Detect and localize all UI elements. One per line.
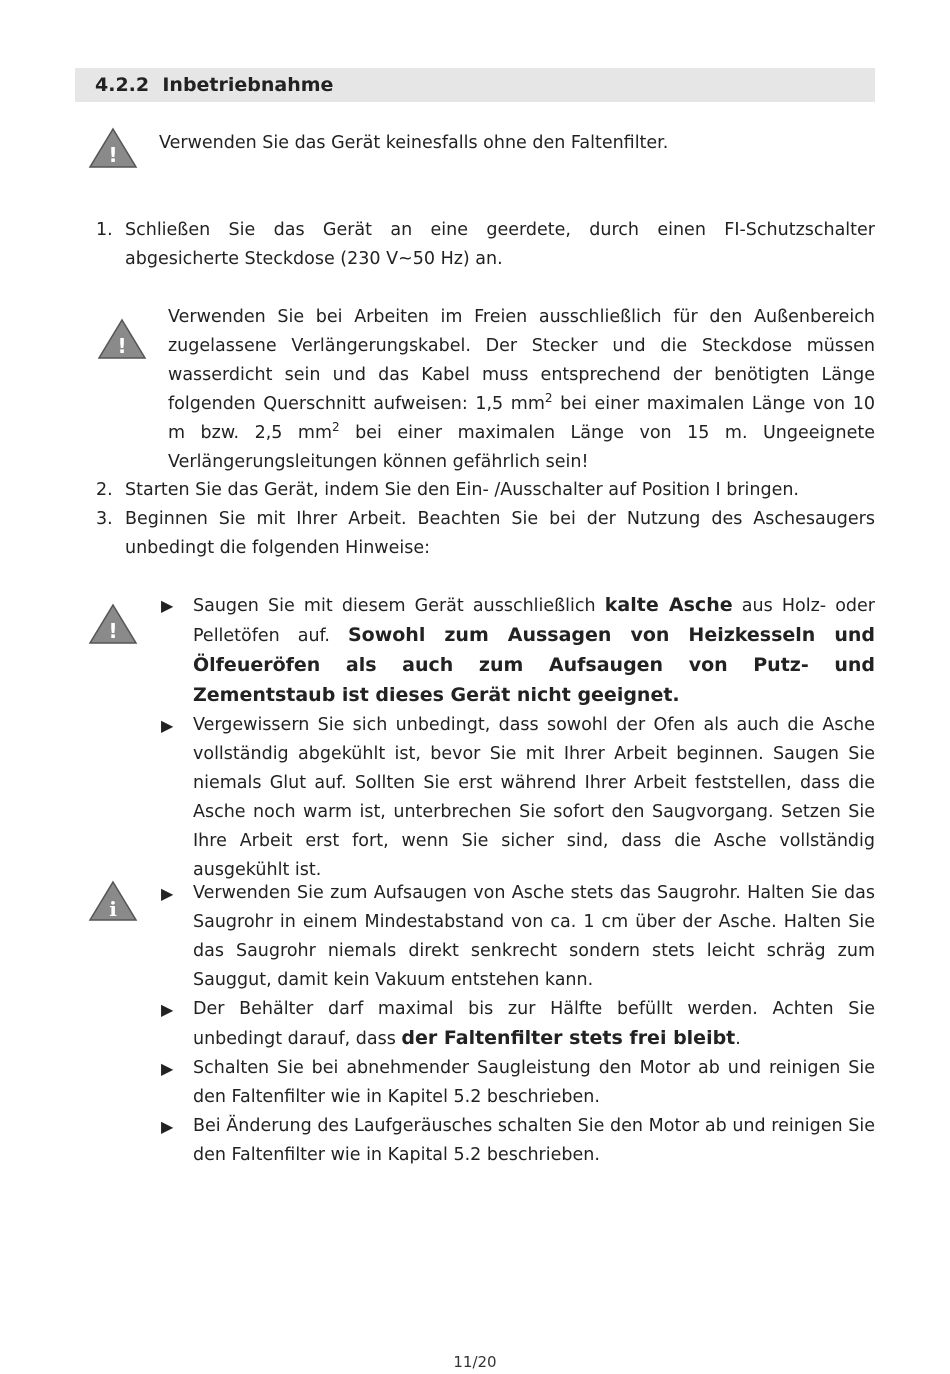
- svg-text:i: i: [109, 897, 117, 921]
- warning-bullet-list: [161, 591, 875, 885]
- bullet-arrow-icon: ▶: [161, 1117, 174, 1136]
- list-item: ▶ Verwenden Sie zum Aufsaugen von Asche stets das Saugrohr. Halten Sie das Saugrohr in einem Mindestabstand von ca. 1 cm über der Asche. Halten Sie das Saugrohr niemals direkt senkrecht sondern stets leicht schräg zum Sauggut, damit kein Vakuum entstehen kann.: [193, 879, 875, 995]
- list-item: ▶ Vergewissern Sie sich unbedingt, dass sowohl der Ofen als auch die Asche vollständig abgekühlt ist, bevor Sie mit Ihrer Arbeit beginnen. Saugen Sie niemals Glut auf. Sollten Sie erst während Ihrer Arbeit feststellen, dass die Asche noch warm ist, unterbrechen Sie sofort den Saugvorgang. Setzen Sie Ihre Arbeit erst fort, wenn Sie sicher sind, dass die Asche vollständig ausgekühlt ist.: [193, 711, 875, 885]
- info-bullet-list: [161, 879, 875, 1170]
- list-item: ▶ Bei Änderung des Laufgeräusches schalten Sie den Motor ab und reinigen Sie den Faltenfilter wie in Kapital 5.2 beschrieben.: [193, 1112, 875, 1170]
- step-text: Starten Sie das Gerät, indem Sie den Ein- /Ausschalter auf Position I bringen.: [125, 480, 799, 500]
- warning-text: Verwenden Sie bei Arbeiten im Freien ausschließlich für den Außenbereich zugelassene Verlängerungskabel. Der Stecker und die Steckdose müssen wasserdicht sein und das Kabel muss entsprechend der benötigten Länge folgenden Querschnitt aufweisen: 1,5 $mm^2$ bei einer maximalen Länge von 10 m bzw. 2,5 $mm^2$ bei einer maximalen Länge von 15 m. Ungeeignete Verlängerungsleitungen können gefährlich sein!: [168, 307, 876, 472]
- section-title: Inbetriebnahme: [162, 74, 334, 96]
- list-item: ▶ Schalten Sie bei abnehmender Saugleistung den Motor ab und reinigen Sie den Faltenfilter wie in Kapitel 5.2 beschrieben.: [193, 1054, 875, 1112]
- section-header: [75, 68, 875, 102]
- bullet-arrow-icon: ▶: [161, 1059, 174, 1078]
- bullet-arrow-icon: ▶: [161, 716, 174, 735]
- page-number: 11/20: [453, 1353, 497, 1371]
- section-number: 4.2.2: [95, 74, 150, 96]
- step-text: Schließen Sie das Gerät an eine geerdete, durch einen FI-Schutzschalter abgesicherte Steckdose (230 V~50 Hz) an.: [125, 220, 875, 269]
- svg-text:!: !: [108, 619, 118, 643]
- warning-icon: [97, 318, 147, 360]
- bullet-arrow-icon: ▶: [161, 1000, 174, 1019]
- bullet-arrow-icon: ▶: [161, 596, 174, 615]
- info-icon: [88, 880, 138, 922]
- list-item: ▶ Saugen Sie mit diesem Gerät ausschließlich kalte Asche aus Holz- oder Pelletöfen auf. Sowohl zum Aussagen von Heizkesseln und Ölfeueröfen als auch zum Aufsaugen von Putz- und Zementstaub ist dieses Gerät nicht geeignet.: [193, 591, 875, 711]
- bullet-arrow-icon: ▶: [161, 884, 174, 903]
- warning-text: Verwenden Sie das Gerät keinesfalls ohne den Faltenfilter.: [159, 133, 669, 153]
- step-number: 3.: [96, 509, 113, 529]
- step-number: 1.: [96, 220, 113, 240]
- warning-icon: [88, 127, 138, 169]
- list-item: ▶ Der Behälter darf maximal bis zur Hälfte befüllt werden. Achten Sie unbedingt darauf, dass der Faltenfilter stets frei bleibt.: [193, 995, 875, 1054]
- step-text: Beginnen Sie mit Ihrer Arbeit. Beachten Sie bei der Nutzung des Aschesaugers unbedingt die folgenden Hinweise:: [125, 509, 875, 558]
- warning-icon: [88, 603, 138, 645]
- step-number: 2.: [96, 480, 113, 500]
- svg-text:!: !: [108, 143, 118, 167]
- svg-text:!: !: [117, 334, 127, 358]
